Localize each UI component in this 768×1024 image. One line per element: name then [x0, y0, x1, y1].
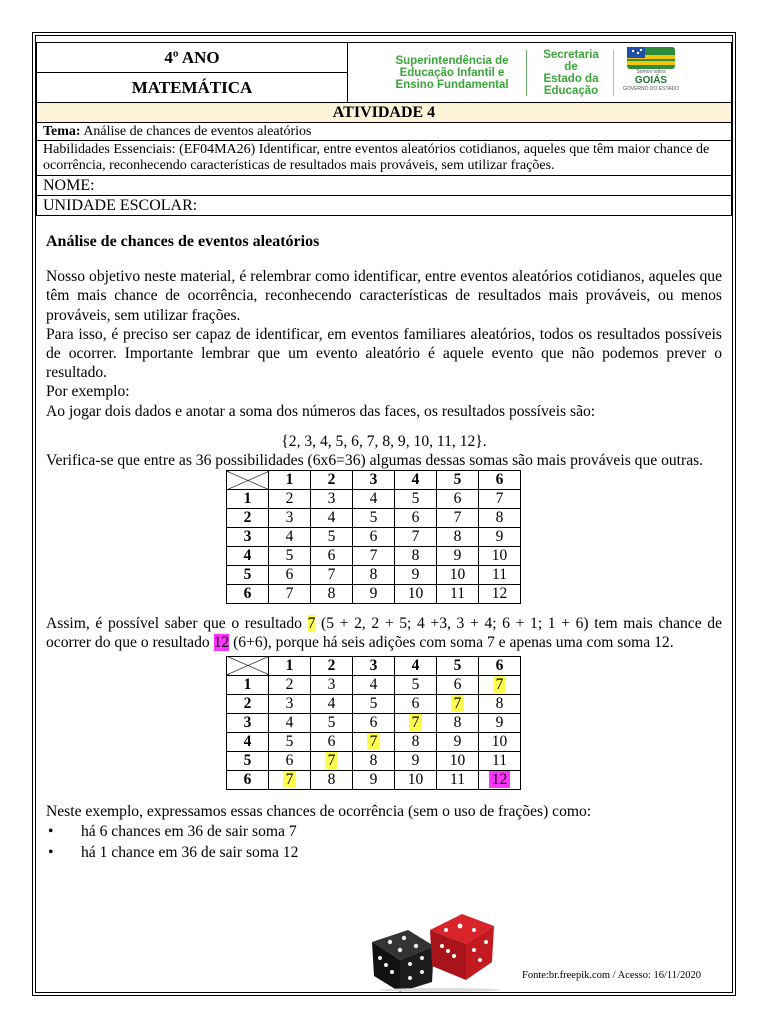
cell-value: 9 [369, 770, 378, 788]
cell-value: 10 [407, 585, 424, 603]
cell-value: 6 [411, 509, 420, 527]
table-cell [437, 566, 479, 585]
table-cell [353, 713, 395, 732]
row-header: 5 [227, 566, 269, 585]
row-header: 3 [227, 713, 269, 732]
table-cell [479, 675, 521, 694]
table-cell [353, 490, 395, 509]
text-run: Assim, é possível saber que o resultado [46, 615, 308, 633]
cell-value: 3 [327, 490, 336, 508]
sum-table-highlighted [226, 656, 521, 790]
table-cell [269, 770, 311, 789]
sum-table-plain [226, 470, 521, 604]
cell-value: 6 [327, 732, 336, 750]
cell-value: 4 [327, 694, 336, 712]
paragraph-objective: Nosso objetivo neste material, é relembrar como identificar, entre eventos aleatórios cotidianos, aqueles que têm mais chance de ocorrência, reconhecendo características de resultados mais prováveis, ou menos prováveis, sem utilizar frações. [46, 268, 722, 324]
table-cell [311, 732, 353, 751]
table-row [227, 713, 521, 732]
column-header: 2 [311, 471, 353, 490]
paragraph-assim [46, 614, 722, 652]
text-run: (6+6), porque há seis adições com soma 7 e apenas uma com soma 12. [229, 634, 674, 652]
cell-value: 8 [411, 732, 420, 750]
table-cell [479, 694, 521, 713]
table-cell [395, 490, 437, 509]
cell-value: 8 [327, 770, 336, 788]
cell-value: 8 [411, 547, 420, 565]
table-cell [269, 694, 311, 713]
row-header: 2 [227, 509, 269, 528]
table-cell [311, 490, 353, 509]
cell-value: 6 [411, 694, 420, 712]
cell-value: 10 [449, 566, 466, 584]
cell-value: 9 [411, 566, 420, 584]
table-row [227, 509, 521, 528]
highlight-twelve: 12 [213, 634, 230, 652]
chances-list [46, 821, 722, 863]
table-cell [437, 528, 479, 547]
table-cell [269, 509, 311, 528]
table-row [227, 675, 521, 694]
cell-value: 6 [453, 675, 462, 693]
table-row [227, 566, 521, 585]
paragraph-verifica: Verifica-se que entre as 36 possibilidades (6x6=36) algumas dessas somas são mais prováveis que outras. [46, 452, 704, 470]
dice-image [370, 912, 510, 992]
cell-value-highlight-seven: 7 [409, 714, 423, 731]
table-cell [437, 490, 479, 509]
cell-value: 11 [492, 751, 507, 769]
table-cell [311, 675, 353, 694]
paragraph-por-exemplo: Por exemplo: [46, 383, 130, 401]
table-cell [479, 566, 521, 585]
column-header: 6 [479, 656, 521, 675]
table-cell [311, 770, 353, 789]
cell-value: 8 [453, 713, 462, 731]
nome-field[interactable]: NOME: [43, 177, 95, 194]
row-header: 5 [227, 751, 269, 770]
logo-line: Educação [543, 84, 599, 97]
cell-value: 7 [411, 528, 420, 546]
tema-line [37, 123, 731, 141]
table-cell [353, 547, 395, 566]
table-cell [479, 751, 521, 770]
table-cell [437, 713, 479, 732]
table-cell [437, 751, 479, 770]
content-title: Análise de chances de eventos aleatórios [46, 233, 320, 250]
table-cell [395, 528, 437, 547]
row-header: 6 [227, 585, 269, 604]
table-header-row [227, 656, 521, 675]
cell-value: 2 [285, 490, 294, 508]
table-corner-cell [227, 471, 269, 490]
table-cell [479, 770, 521, 789]
cell-value: 5 [411, 675, 420, 693]
cell-value: 7 [495, 490, 504, 508]
cell-value: 12 [491, 585, 508, 603]
goias-logo [622, 47, 680, 99]
table-cell [311, 566, 353, 585]
highlight-seven: 7 [307, 615, 316, 633]
table-cell [479, 713, 521, 732]
row-header: 1 [227, 675, 269, 694]
column-header: 4 [395, 471, 437, 490]
table-cell [311, 694, 353, 713]
cell-value: 6 [285, 751, 294, 769]
logo-line: Educação Infantil e [399, 66, 505, 79]
cell-value: 10 [407, 770, 424, 788]
cell-value: 3 [285, 694, 294, 712]
cell-value: 9 [369, 585, 378, 603]
cell-value: 8 [369, 751, 378, 769]
logo-divider [613, 50, 614, 96]
cell-value: 3 [285, 509, 294, 527]
row-header: 3 [227, 528, 269, 547]
text-run: (5 + 2, 2 + 5; 4 +3, 3 + 4; 6 + 1; 1 + 6) tem mais chance de ocorrer do que o resultado [46, 615, 722, 652]
table-corner-cell [227, 656, 269, 675]
logo-line: Superintendência de [395, 54, 509, 67]
table-row [227, 694, 521, 713]
cell-value: 5 [411, 490, 420, 508]
cell-value: 6 [369, 713, 378, 731]
unidade-escolar-field[interactable]: UNIDADE ESCOLAR: [37, 195, 731, 215]
column-header: 4 [395, 656, 437, 675]
cell-value: 7 [453, 509, 462, 527]
column-header: 6 [479, 471, 521, 490]
row-header: 4 [227, 547, 269, 566]
table-cell [269, 585, 311, 604]
paragraph-para-isso: Para isso, é preciso ser capaz de identificar, em eventos familiares aleatórios, todos os resultados possíveis de ocorrer. Importante lembrar que um evento aleatório é aquele evento que não podemos prever o resultado. [46, 325, 722, 382]
cell-value: 3 [327, 675, 336, 693]
activity-title: ATIVIDADE 4 [37, 103, 731, 123]
cell-value: 8 [327, 585, 336, 603]
column-header: 3 [353, 471, 395, 490]
cell-value: 8 [369, 566, 378, 584]
cell-value: 8 [453, 528, 462, 546]
table-cell [395, 713, 437, 732]
table-cell [437, 732, 479, 751]
cell-value-highlight-seven: 7 [451, 695, 465, 712]
cell-value: 9 [453, 547, 462, 565]
superintendencia-logo [388, 55, 516, 91]
column-header: 3 [353, 656, 395, 675]
habilidades: Habilidades Essenciais: (EF04MA26) Identificar, entre eventos aleatórios cotidianos, aqueles que têm maior chance de ocorrência, reconhecendo características de resultados mais prováveis, sem utilizar frações. [37, 141, 731, 176]
table-cell [311, 547, 353, 566]
table-cell [395, 566, 437, 585]
header-row [37, 43, 731, 103]
cell-value: 5 [369, 509, 378, 527]
cell-value: 5 [327, 713, 336, 731]
table-cell [479, 585, 521, 604]
table-cell [353, 585, 395, 604]
cell-value: 7 [369, 547, 378, 565]
table-cell [311, 751, 353, 770]
cell-value: 4 [285, 713, 294, 731]
table-cell [395, 770, 437, 789]
cell-value: 6 [327, 547, 336, 565]
cell-value: 7 [327, 566, 336, 584]
row-header: 1 [227, 490, 269, 509]
table-cell [395, 509, 437, 528]
cell-value: 9 [411, 751, 420, 769]
cell-value: 10 [449, 751, 466, 769]
list-item: • há 6 chances em 36 de sair soma 7 [46, 821, 722, 842]
cell-value-highlight-seven: 7 [325, 752, 339, 769]
table-cell [353, 751, 395, 770]
cell-value-highlight-seven: 7 [367, 733, 381, 750]
column-header: 5 [437, 471, 479, 490]
cell-value-highlight-seven: 7 [283, 771, 297, 788]
table-cell [479, 528, 521, 547]
secretaria-logo [537, 49, 605, 97]
cell-value: 6 [285, 566, 294, 584]
cell-value: 4 [327, 509, 336, 527]
table-cell [353, 732, 395, 751]
cell-value: 9 [453, 732, 462, 750]
tema-label: Tema: [43, 124, 81, 139]
table-cell [311, 509, 353, 528]
subject-label: MATEMÁTICA [37, 72, 347, 102]
row-header: 6 [227, 770, 269, 789]
cell-value: 10 [491, 732, 508, 750]
logos [348, 43, 731, 102]
cell-value: 5 [285, 547, 294, 565]
column-header: 1 [269, 471, 311, 490]
cell-value: 4 [369, 675, 378, 693]
cell-value: 4 [285, 528, 294, 546]
table-cell [437, 509, 479, 528]
paragraph-dados: Ao jogar dois dados e anotar a soma dos números das faces, os resultados possíveis são: [46, 402, 596, 420]
cell-value: 8 [495, 694, 504, 712]
cell-value: 6 [453, 490, 462, 508]
table-cell [479, 732, 521, 751]
cell-value: 11 [492, 566, 507, 584]
goias-tagline: Somos todos [636, 68, 666, 75]
logo-divider [526, 50, 527, 96]
cell-value: 10 [491, 547, 508, 565]
cell-value-highlight-seven: 7 [493, 676, 507, 693]
table-cell [353, 509, 395, 528]
table-cell [353, 675, 395, 694]
image-source: Fonte:br.freepik.com / Acesso: 16/11/2020 [522, 970, 701, 981]
cell-value-highlight-twelve: 12 [489, 771, 511, 788]
header-left [37, 43, 348, 102]
cell-value: 7 [285, 585, 294, 603]
table-row [227, 770, 521, 789]
column-header: 5 [437, 656, 479, 675]
cell-value: 8 [495, 509, 504, 527]
table-header-row [227, 471, 521, 490]
table-cell [269, 675, 311, 694]
cell-value: 4 [369, 490, 378, 508]
logo-line: Secretaria de [543, 48, 599, 73]
table-cell [269, 751, 311, 770]
table-cell [437, 675, 479, 694]
table-cell [479, 509, 521, 528]
table-cell [479, 490, 521, 509]
goias-subtext: GOVERNO DO ESTADO [622, 85, 680, 92]
table-cell [353, 694, 395, 713]
table-cell [437, 770, 479, 789]
result-set: {2, 3, 4, 5, 6, 7, 8, 9, 10, 11, 12}. [281, 432, 487, 450]
paragraph-neste-exemplo: Neste exemplo, expressamos essas chances de ocorrência (sem o uso de frações) como: [46, 802, 592, 820]
cell-value: 6 [369, 528, 378, 546]
table-row [227, 751, 521, 770]
table-cell [269, 547, 311, 566]
cell-value: 11 [450, 770, 465, 788]
table-row [227, 585, 521, 604]
table-cell [395, 732, 437, 751]
table-cell [353, 770, 395, 789]
table-cell [437, 585, 479, 604]
cell-value: 9 [495, 528, 504, 546]
logo-line: Estado da [543, 72, 599, 85]
table-cell [437, 694, 479, 713]
cell-value: 2 [285, 675, 294, 693]
table-cell [269, 490, 311, 509]
table-cell [311, 585, 353, 604]
table-cell [269, 566, 311, 585]
table-cell [437, 547, 479, 566]
table-cell [395, 585, 437, 604]
table-row [227, 528, 521, 547]
content [46, 232, 722, 863]
table-cell [395, 751, 437, 770]
tema-value: Análise de chances de eventos aleatórios [80, 124, 312, 139]
table-cell [479, 547, 521, 566]
table-cell [311, 713, 353, 732]
column-header: 2 [311, 656, 353, 675]
table-cell [353, 528, 395, 547]
table-row [227, 547, 521, 566]
logo-line: Ensino Fundamental [395, 78, 509, 91]
table-cell [395, 675, 437, 694]
row-header: 2 [227, 694, 269, 713]
table-row [227, 732, 521, 751]
table-cell [395, 694, 437, 713]
table-cell [269, 713, 311, 732]
cell-value: 5 [327, 528, 336, 546]
column-header: 1 [269, 656, 311, 675]
cell-value: 9 [495, 713, 504, 731]
cell-value: 11 [450, 585, 465, 603]
goias-wordmark: GOIÁS [634, 74, 668, 86]
header-table [36, 42, 732, 216]
table-cell [269, 732, 311, 751]
table-cell [353, 566, 395, 585]
row-header: 4 [227, 732, 269, 751]
cell-value: 5 [285, 732, 294, 750]
goias-flag-icon [627, 47, 675, 69]
list-item: • há 1 chance em 36 de sair soma 12 [46, 842, 722, 863]
cell-value: 5 [369, 694, 378, 712]
table-cell [269, 528, 311, 547]
table-cell [395, 547, 437, 566]
table-cell [311, 528, 353, 547]
table-row [227, 490, 521, 509]
grade-label: 4º ANO [164, 47, 220, 67]
